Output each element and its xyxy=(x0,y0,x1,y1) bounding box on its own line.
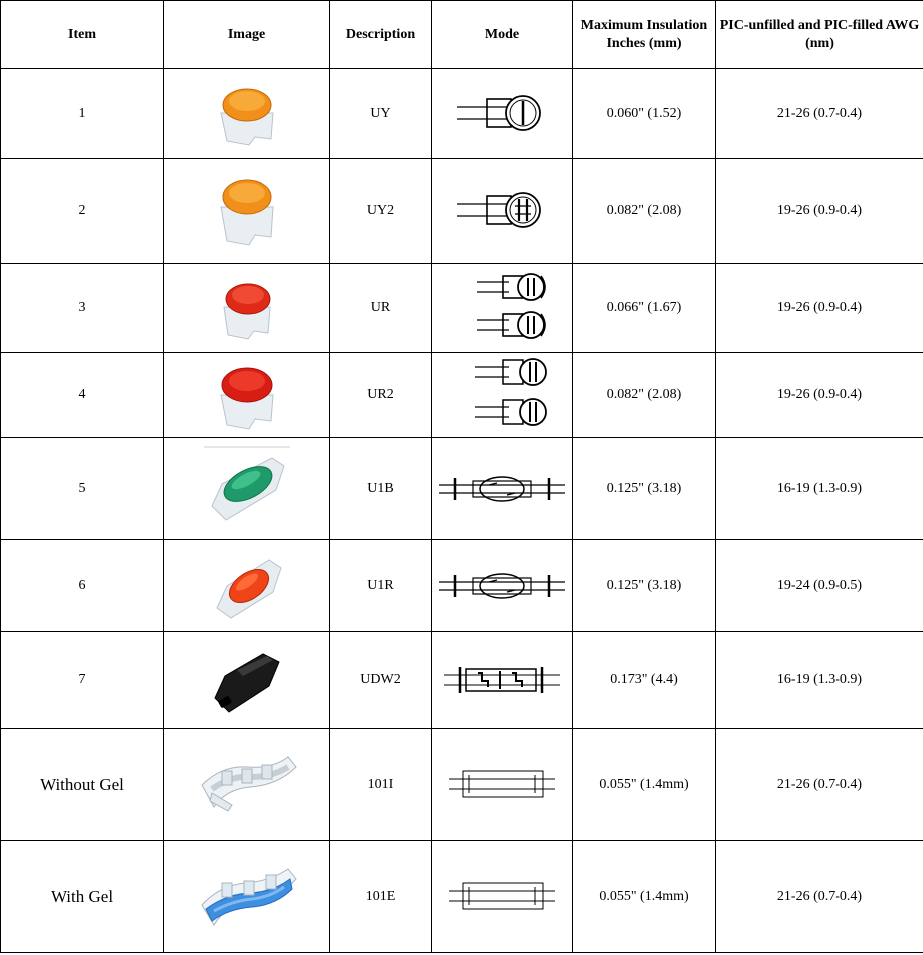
item-cell: 6 xyxy=(1,540,164,632)
table-row xyxy=(1,69,923,159)
description-cell: UY xyxy=(330,69,432,159)
mode-cell xyxy=(432,729,573,841)
red-connector-icon xyxy=(212,273,282,343)
blue-gel-splice-icon xyxy=(192,855,302,939)
awg-cell: 21-26 (0.7-0.4) xyxy=(716,729,923,841)
table-row xyxy=(1,438,923,540)
insulation-cell: 0.060" (1.52) xyxy=(573,69,716,159)
item-cell: 1 xyxy=(1,69,164,159)
awg-cell: 19-26 (0.9-0.4) xyxy=(716,159,923,264)
image-cell xyxy=(164,264,330,353)
insulation-cell: 0.173" (4.4) xyxy=(573,632,716,729)
table-row xyxy=(1,729,923,841)
butt-splice-diagram-icon xyxy=(437,472,567,506)
orange-connector-icon xyxy=(207,79,287,149)
awg-cell: 21-26 (0.7-0.4) xyxy=(716,69,923,159)
mode-cell xyxy=(432,540,573,632)
header-awg: PIC-unfilled and PIC-filled AWG (nm) xyxy=(716,1,923,69)
awg-cell: 19-24 (0.9-0.5) xyxy=(716,540,923,632)
table-row xyxy=(1,159,923,264)
header-insulation: Maximum Insulation Inches (mm) xyxy=(573,1,716,69)
awg-cell: 19-26 (0.9-0.4) xyxy=(716,264,923,353)
header-item: Item xyxy=(1,1,164,69)
butt-splice-diagram-icon xyxy=(437,569,567,603)
black-connector-icon xyxy=(207,642,287,718)
description-cell: UDW2 xyxy=(330,632,432,729)
insulation-cell: 0.055" (1.4mm) xyxy=(573,841,716,953)
image-cell xyxy=(164,159,330,264)
inline-splice-diagram-icon xyxy=(447,877,557,917)
three-wire-diagram-icon xyxy=(447,268,557,348)
awg-cell: 16-19 (1.3-0.9) xyxy=(716,632,923,729)
header-mode: Mode xyxy=(432,1,573,69)
image-cell xyxy=(164,69,330,159)
header-image: Image xyxy=(164,1,330,69)
insulation-cell: 0.082" (2.08) xyxy=(573,353,716,438)
item-cell: 2 xyxy=(1,159,164,264)
table-row xyxy=(1,632,923,729)
item-cell: Without Gel xyxy=(1,729,164,841)
table-row xyxy=(1,353,923,438)
red-connector-icon xyxy=(207,359,287,431)
description-cell: U1B xyxy=(330,438,432,540)
item-cell: 7 xyxy=(1,632,164,729)
orange-connector-icon xyxy=(207,171,287,251)
mode-cell xyxy=(432,69,573,159)
awg-cell: 16-19 (1.3-0.9) xyxy=(716,438,923,540)
three-wire-diagram-icon xyxy=(447,355,557,435)
mode-cell xyxy=(432,438,573,540)
double-wire-diagram-icon xyxy=(447,186,557,236)
single-wire-diagram-icon xyxy=(447,89,557,139)
insulation-cell: 0.082" (2.08) xyxy=(573,159,716,264)
image-cell xyxy=(164,729,330,841)
mode-cell xyxy=(432,632,573,729)
image-cell xyxy=(164,632,330,729)
item-cell: With Gel xyxy=(1,841,164,953)
description-cell: UR2 xyxy=(330,353,432,438)
image-cell xyxy=(164,353,330,438)
green-butt-connector-icon xyxy=(202,444,292,534)
clear-splice-icon xyxy=(192,745,302,825)
insulation-cell: 0.125" (3.18) xyxy=(573,540,716,632)
image-cell xyxy=(164,438,330,540)
table-row xyxy=(1,540,923,632)
item-cell: 5 xyxy=(1,438,164,540)
description-cell: 101I xyxy=(330,729,432,841)
mode-cell xyxy=(432,841,573,953)
insulation-cell: 0.055" (1.4mm) xyxy=(573,729,716,841)
description-cell: UR xyxy=(330,264,432,353)
mode-cell xyxy=(432,264,573,353)
item-cell: 4 xyxy=(1,353,164,438)
header-description: Description xyxy=(330,1,432,69)
red-butt-connector-icon xyxy=(207,546,287,626)
image-cell xyxy=(164,540,330,632)
mode-cell xyxy=(432,353,573,438)
description-cell: U1R xyxy=(330,540,432,632)
insulation-cell: 0.066" (1.67) xyxy=(573,264,716,353)
item-cell: 3 xyxy=(1,264,164,353)
table-row xyxy=(1,264,923,353)
image-cell xyxy=(164,841,330,953)
description-cell: UY2 xyxy=(330,159,432,264)
table-row xyxy=(1,841,923,953)
inline-splice-diagram-icon xyxy=(447,765,557,805)
description-cell: 101E xyxy=(330,841,432,953)
mode-cell xyxy=(432,159,573,264)
insulation-cell: 0.125" (3.18) xyxy=(573,438,716,540)
awg-cell: 21-26 (0.7-0.4) xyxy=(716,841,923,953)
drop-wire-diagram-icon xyxy=(442,663,562,697)
awg-cell: 19-26 (0.9-0.4) xyxy=(716,353,923,438)
header-row xyxy=(1,1,923,69)
